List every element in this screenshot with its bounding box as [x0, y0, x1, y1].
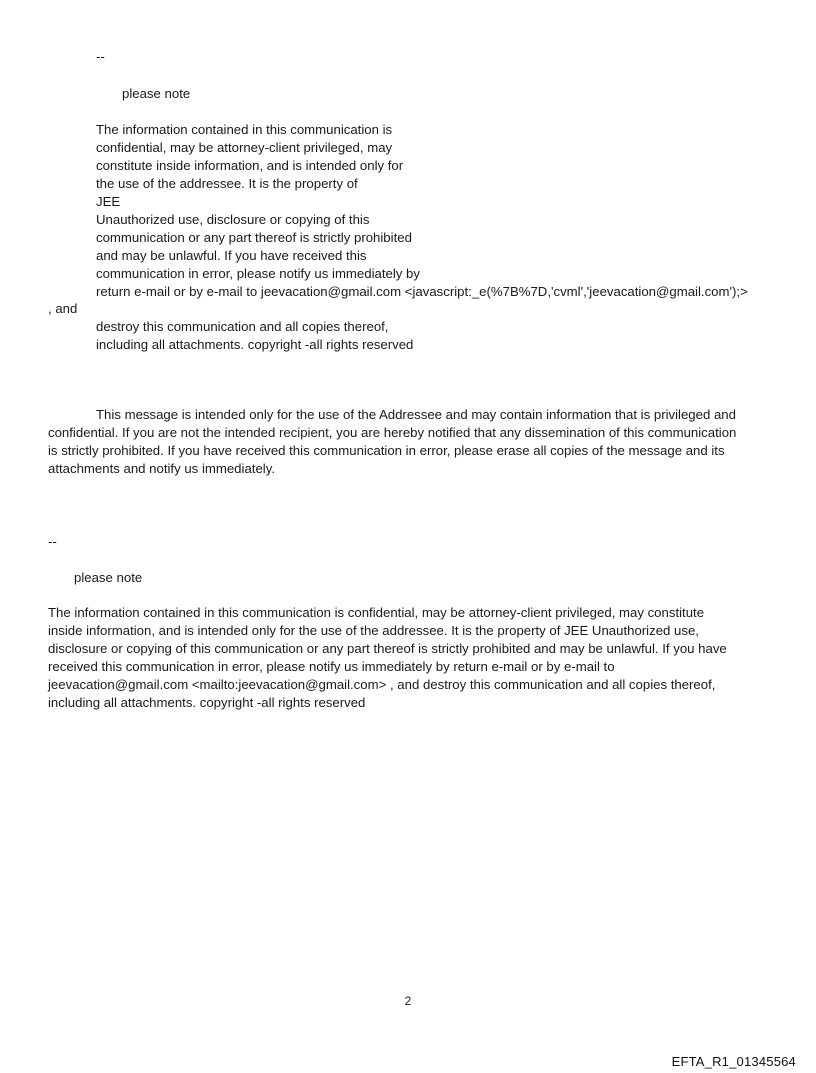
bates-number: EFTA_R1_01345564	[671, 1054, 796, 1069]
notice-line: inside information, and is intended only for the use of the addressee. It is the property of JEE Unauthorized use,	[48, 623, 699, 638]
notice-line: The information contained in this communication is	[96, 122, 393, 137]
notice-line: and may be unlawful. If you have received this	[96, 248, 367, 263]
notice-line: jeevacation@gmail.com <mailto:jeevacation@gmail.com> , and destroy this communication and all copies thereof,	[48, 677, 716, 692]
addressee-line: attachments and notify us immediately.	[48, 461, 275, 476]
please-note-heading: please note	[122, 86, 191, 101]
notice-line-email: return e-mail or by e-mail to jeevacation@gmail.com <javascript:_e(%7B%7D,'cvml','jeevacation@gmail.com');>	[96, 284, 748, 299]
notice-line: constitute inside information, and is intended only for	[96, 158, 404, 173]
separator-dash: --	[96, 49, 105, 64]
notice-line: communication in error, please notify us immediately by	[96, 266, 420, 281]
addressee-line: is strictly prohibited. If you have received this communication in error, please erase all copies of the message and its	[48, 443, 725, 458]
addressee-notice	[48, 406, 736, 478]
notice-line: including all attachments. copyright -all rights reserved	[48, 695, 366, 710]
notice-line: received this communication in error, please notify us immediately by return e-mail or by e-mail to	[48, 659, 615, 674]
notice-line: communication or any part thereof is strictly prohibited	[96, 230, 412, 245]
closing-line: destroy this communication and all copies thereof,	[96, 319, 389, 334]
please-note-heading: please note	[74, 570, 143, 585]
confidentiality-notice	[48, 604, 727, 712]
addressee-line: This message is intended only for the use of the Addressee and may contain information that is privileged and	[96, 407, 736, 422]
notice-line: confidential, may be attorney-client privileged, may	[96, 140, 393, 155]
and-fragment: , and	[48, 301, 78, 316]
notice-line: Unauthorized use, disclosure or copying of this	[96, 212, 370, 227]
confidentiality-notice	[96, 121, 748, 301]
closing-line: including all attachments. copyright -all rights reserved	[96, 337, 414, 352]
notice-line: disclosure or copying of this communication or any part thereof is strictly prohibited and may be unlawful. If you have	[48, 641, 727, 656]
page-number: 2	[404, 994, 412, 1008]
notice-line: the use of the addressee. It is the property of	[96, 176, 358, 191]
addressee-line: confidential. If you are not the intended recipient, you are hereby notified that any dissemination of this communication	[48, 425, 737, 440]
notice-line: The information contained in this communication is confidential, may be attorney-client privileged, may constitute	[48, 605, 705, 620]
closing-notice	[96, 318, 413, 354]
separator-dash: --	[48, 534, 57, 549]
notice-line: JEE	[96, 194, 121, 209]
